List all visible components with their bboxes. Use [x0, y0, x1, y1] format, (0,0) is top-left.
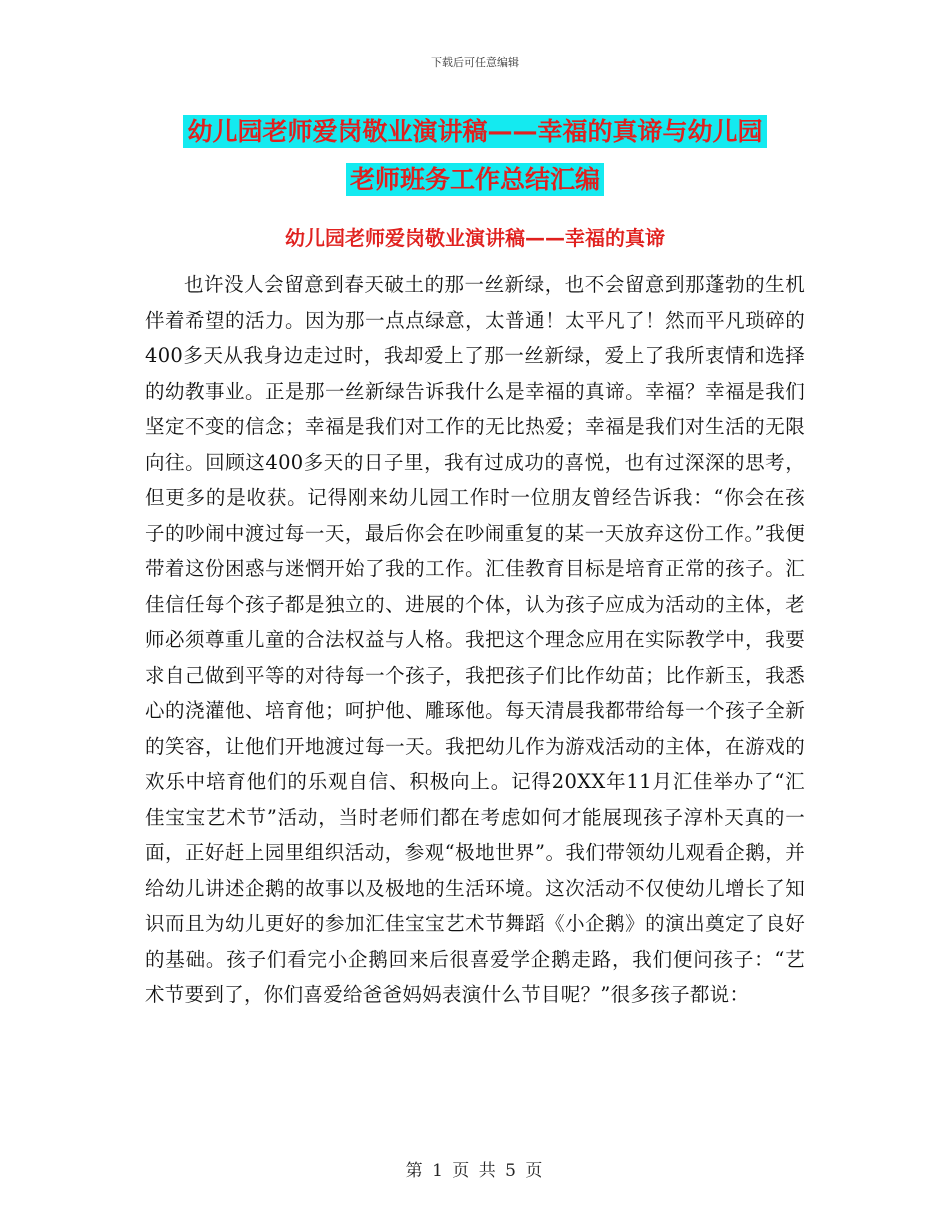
page-number-footer: 第 1 页 共 5 页: [405, 1161, 545, 1181]
document-title-line-2: 老师班务工作总结汇编: [346, 163, 604, 196]
section-title: 幼儿园老师爱岗敬业演讲稿——幸福的真谛: [285, 226, 665, 250]
document-title-line-1: 幼儿园老师爱岗敬业演讲稿——幸福的真谛与幼儿园: [183, 115, 766, 148]
document-title: [150, 108, 800, 204]
header-note: 下载后可任意编辑: [431, 56, 519, 69]
body-paragraph: 也许没人会留意到春天破土的那一丝新绿，也不会留意到那蓬勃的生机伴着希望的活力。因为那一点点绿意，太普通！太平凡了！然而平凡琐碎的400多天从我身边走过时，我却爱上了那一丝新绿，爱上了我所衷情和选择的幼教事业。正是那一丝新绿告诉我什么是幸福的真谛。幸福？幸福是我们坚定不变的信念；幸福是我们对工作的无比热爱；幸福是我们对生活的无限向往。回顾这400多天的日子里，我有过成功的喜悦，也有过深深的思考，但更多的是收获。记得刚来幼儿园工作时一位朋友曾经告诉我：“你会在孩子的吵闹中渡过每一天，最后你会在吵闹重复的某一天放弃这份工作。”我便带着这份困惑与迷惘开始了我的工作。汇佳教育目标是培育正常的孩子。汇佳信任每个孩子都是独立的、进展的个体，认为孩子应成为活动的主体，老师必须尊重儿童的合法权益与人格。我把这个理念应用在实际教学中，我要求自己做到平等的对待每一个孩子，我把孩子们比作幼苗；比作新玉，我悉心的浇灌他、培育他；呵护他、雕琢他。每天清晨我都带给每一个孩子全新的笑容，让他们开地渡过每一天。我把幼儿作为游戏活动的主体，在游戏的欢乐中培育他们的乐观自信、积极向上。记得20XX年11月汇佳举办了“汇佳宝宝艺术节”活动，当时老师们都在考虑如何才能展现孩子淳朴天真的一面，正好赶上园里组织活动，参观“极地世界”。我们带领幼儿观看企鹅，并给幼儿讲述企鹅的故事以及极地的生活环境。这次活动不仅使幼儿增长了知识而且为幼儿更好的参加汇佳宝宝艺术节舞蹈《小企鹅》的演出奠定了良好的基础。孩子们看完小企鹅回来后很喜爱学企鹅走路，我们便问孩子：“艺术节要到了，你们喜爱给爸爸妈妈表演什么节目呢？”很多孩子都说：: [145, 273, 805, 1006]
